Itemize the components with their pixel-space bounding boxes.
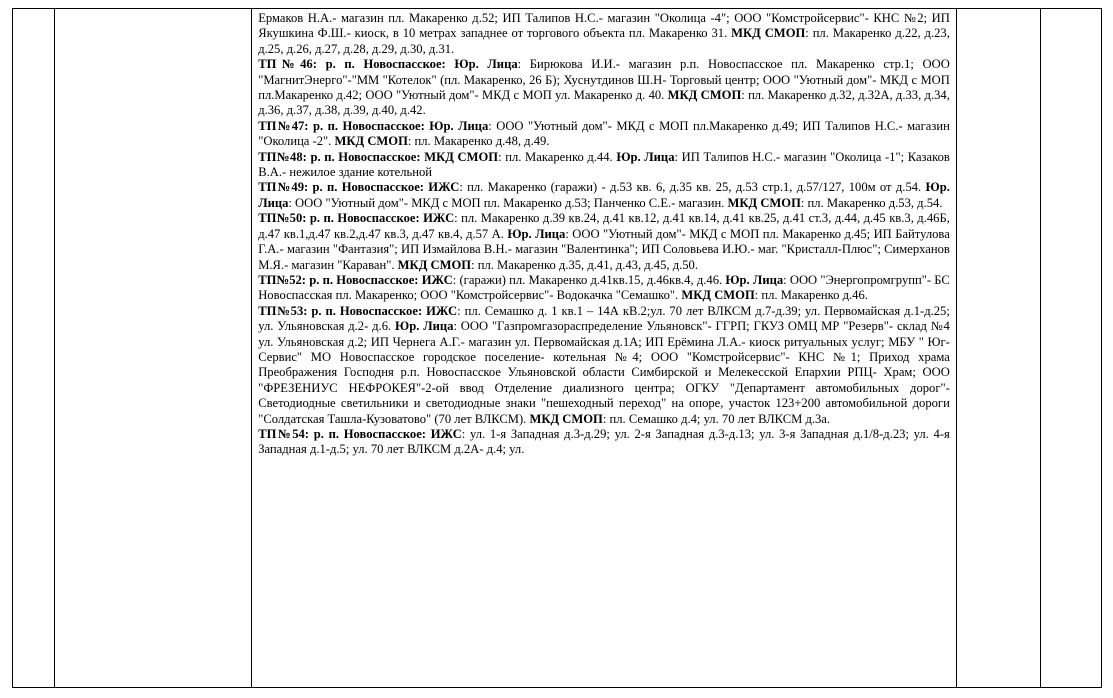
paragraph bbox=[258, 273, 950, 304]
data-table bbox=[12, 8, 1102, 688]
bold-text: ТП№53: р. п. Новоспасское: ИЖС bbox=[258, 303, 458, 318]
paragraph bbox=[258, 150, 950, 181]
text-run: : пл. Макаренко д.32, д.32А, д.33, д.34, д.36, д.37, д.38, д.39, д.40, д.42. bbox=[258, 88, 950, 118]
bold-text: Юр. Лица bbox=[725, 272, 784, 287]
text-run: : пл. Семашко д.4; ул. 70 лет ВЛКСМ д.3а. bbox=[602, 411, 831, 426]
bold-text: Юр. Лица bbox=[616, 149, 675, 164]
bold-text: ТП№52: р. п. Новоспасское: ИЖС bbox=[258, 272, 453, 287]
text-run: : пл. Макаренко (гаражи) - д.53 кв. 6, д.35 кв. 25, д.53 стр.1, д.57/127, 100м от д.54. bbox=[459, 180, 926, 195]
table-cell-number[interactable] bbox=[13, 9, 55, 688]
paragraph bbox=[258, 11, 950, 57]
text-run: Ермаков Н.А.- магазин пл. Макаренко д.52; ИП Талипов Н.С.- магазин "Околица -4"; ООО "Комстройсервис"- КНС №2; ИП Якушкина Ф.Ш.- киоск, в 10 метрах западнее от торгового объекта пл. Макаренко 31. bbox=[258, 11, 950, 41]
bold-text: ТП№49: р. п. Новоспасское: ИЖС bbox=[258, 180, 460, 195]
bold-text: Юр. Лица bbox=[507, 226, 566, 241]
bold-text: МКД СМОП bbox=[681, 288, 755, 303]
bold-text: МКД СМОП bbox=[397, 257, 472, 272]
text-run: : ООО "Уютный дом"- МКД с МОП пл.Макаренко д.49; ИП Талипов Н.С.- магазин "Околица -2". bbox=[258, 118, 950, 149]
paragraph bbox=[258, 211, 950, 273]
table-cell-notes[interactable] bbox=[1040, 9, 1101, 688]
bold-text: ТП№47: р. п. Новоспасское: Юр. Лица bbox=[258, 118, 489, 133]
text-run: : ООО "Энергопромгрупп"- БС Новоспасская пл. Макаренко; ООО "Комстройсервис"- Водокачка "Семашко". bbox=[258, 272, 950, 303]
text-run: : ООО "Уютный дом"- МКД с МОП пл. Макаренко д.53; Панченко С.Е.- магазин. bbox=[288, 195, 728, 210]
text-run: : пл. Макаренко д.44. bbox=[498, 149, 617, 164]
text-run: : пл. Семашко д. 1 кв.1 – 14А кВ.2;ул. 70 лет ВЛКСМ д.7-д.39; ул. Первомайская д.1-д.25; ул. Ульяновская д.2- д.6. bbox=[258, 303, 950, 334]
text-run: : пл. Макаренко д.22, д.23, д.25, д.26, д.27, д.28, д.29, д.30, д.31. bbox=[258, 26, 950, 56]
paragraph bbox=[258, 180, 950, 211]
bold-text: Юр. Лица bbox=[395, 319, 454, 334]
paragraph bbox=[258, 119, 950, 150]
table-row bbox=[13, 9, 1102, 688]
bold-text: ТП№48: р. п. Новоспасское: МКД СМОП bbox=[258, 149, 499, 164]
bold-text: ТП№46: р. п. Новоспасское: Юр. Лица bbox=[258, 57, 518, 72]
table-cell-description[interactable] bbox=[252, 9, 957, 688]
text-run: : (гаражи) пл. Макаренко д.41кв.15, д.46кв.4, д.46. bbox=[452, 272, 726, 287]
table-cell-name[interactable] bbox=[55, 9, 252, 688]
bold-text: МКД СМОП bbox=[529, 411, 603, 426]
text-run: : Бирюкова И.И.- магазин р.п. Новоспасское пл. Макаренко стр.1; ООО "МагнитЭнерго"-"ММ "Котелок" (пл. Макаренко, 26 Б); Хуснутдинов Ш.Н- Торговый центр; ООО "Уютный дом"- МКД с МОП пл.Макаренко д.42; ООО "Уютный дом"- МКД с МОП ул. Макаренко д. 40. bbox=[258, 57, 950, 103]
text-run: : пл. Макаренко д.46. bbox=[754, 288, 868, 303]
paragraph bbox=[258, 304, 950, 427]
text-run: : пл. Макаренко д.53, д.54. bbox=[800, 195, 943, 210]
cell-text bbox=[252, 9, 956, 685]
text-run: : ООО "Уютный дом"- МКД с МОП пл. Макаренко д.45; ИП Байтулова Г.А.- магазин "Фантазия"; ИП Измайлова В.Н.- магазин "Валентинка"; ИП Соловьева И.Ю.- маг. "Кристалл-Плюс"; Симерханов М.Я.- магазин "Караван". bbox=[258, 226, 950, 272]
table-cell-extra[interactable] bbox=[956, 9, 1040, 688]
text-run: : пл. Макаренко д.39 кв.24, д.41 кв.12, д.41 кв.14, д.41 кв.25, д.41 ст.3, д.44, д.45 кв.3, д.46Б, д.47 кв.1,д.47 кв.2,д.47 кв.3, д.47 кв.4, д.57 А. bbox=[258, 211, 950, 241]
bold-text: ТП№50: р. п. Новоспасское: ИЖС bbox=[258, 211, 455, 226]
text-run: : ИП Талипов Н.С.- магазин "Околица -1"; Казаков В.А.- нежилое здание котельной bbox=[258, 149, 950, 180]
bold-text: МКД СМОП bbox=[667, 88, 742, 103]
bold-text: МКД СМОП bbox=[731, 26, 806, 41]
bold-text: МКД СМОП bbox=[727, 195, 801, 210]
bold-text: Юр. Лица bbox=[258, 180, 950, 210]
text-run: : ул. 1-я Западная д.3-д.29; ул. 2-я Западная д.3-д.13; ул. 3-я Западная д.1/8-д.23; ул. 4-я Западная д.1-д.5; ул. 70 лет ВЛКСМ д.2А- д.4; ул. bbox=[258, 426, 950, 457]
bold-text: МКД СМОП bbox=[334, 134, 408, 149]
paragraph bbox=[258, 57, 950, 119]
text-run: : пл. Макаренко д.35, д.41, д.43, д.45, д.50. bbox=[471, 257, 698, 272]
text-run: : ООО "Газпромгазораспределение Ульяновск"- ГГРП; ГКУЗ ОМЦ МР "Резерв"- склад №4 ул. Ульяновская д.2; ИП Чернега А.Г.- магазин ул. Первомайская д.1А; ИП Ерёмина Л.А.- киоск ритуальных услуг; МБУ " Юг-Сервис" МО Новоспасское городское поселение- котельная №4; ООО "Комстройсервис"- КНС №1; Приход храма Преображения Господня р.п. Новоспасское Ульяновской области Симбирской и Мелекесской Епархии РПЦ- Храм; ООО "ФРЕЗЕНИУС НЕФРОКЕЯ"-2-ой ввод Отделение диализного центра; ОГКУ "Департамент автомобильных дорог"- Светодиодные светильники и светодиодные знаки "пешеходный переход" на опоре, участок 123+200 автомобильной дороги "Солдатская Ташла-Кузоватово" (70 лет ВЛКСМ). bbox=[258, 319, 950, 426]
bold-text: ТП№54: р. п. Новоспасское: ИЖС bbox=[258, 426, 462, 441]
paragraph bbox=[258, 427, 950, 458]
text-run: : пл. Макаренко д.48, д.49. bbox=[407, 134, 550, 149]
